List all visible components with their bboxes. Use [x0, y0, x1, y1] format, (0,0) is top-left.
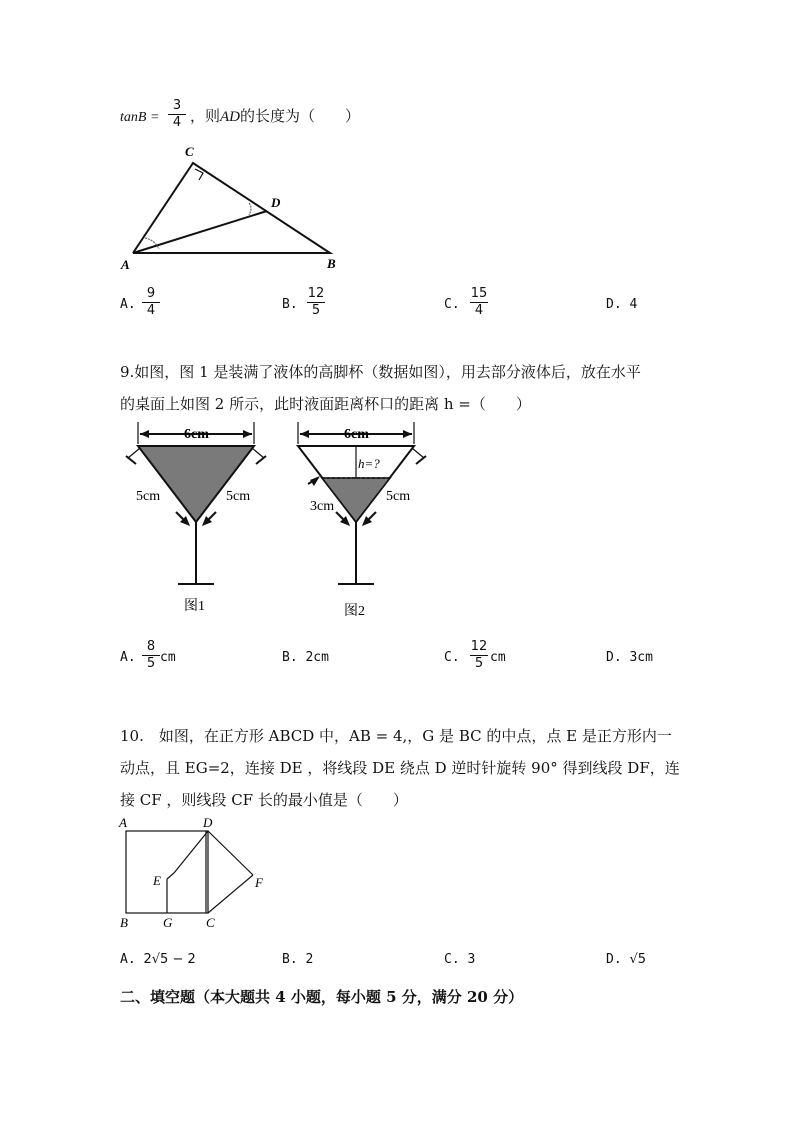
q9-option-c[interactable]: C. [444, 650, 460, 665]
q10-option-a[interactable]: A. 2√5 − 2 [120, 952, 196, 967]
fig2-right-label: 5cm [386, 489, 411, 504]
sq-label-C: C [206, 915, 215, 930]
q8-stem-tail: ，则AD的长度为（ ） [190, 107, 361, 125]
q9-option-c-unit: cm [490, 650, 506, 665]
q9-stem-line1: 9.如图，图 1 是装满了液体的高脚杯（数据如图），用去部分液体后，放在水平 [120, 363, 641, 381]
fig2-top-label: 6cm [344, 427, 369, 442]
section-2-heading: 二、填空题（本大题共 4 小题，每小题 5 分，满分 20 分） [120, 988, 524, 1006]
tan-fraction: 3 4 [166, 98, 188, 131]
q8-option-c[interactable]: C. [444, 297, 460, 312]
triangle-figure [115, 140, 355, 275]
fig2-caption: 图2 [344, 604, 365, 619]
q10-stem-line1: 10. 如图，在正方形 ABCD 中，AB = 4,，G 是 BC 的中点，点 E 是正方形内一 [120, 727, 672, 745]
q9-option-d[interactable]: D. 3cm [606, 650, 653, 665]
sq-label-G: G [163, 915, 173, 930]
q9-option-a[interactable]: A. [120, 650, 136, 665]
fig2-h-label: h=? [358, 456, 380, 471]
sq-label-F: F [255, 875, 263, 890]
sq-label-E: E [153, 873, 161, 888]
sq-label-D: D [203, 815, 213, 830]
q10-stem-line2: 动点，且 EG=2，连接 DE ，将线段 DE 绕点 D 逆时针旋转 90° 得到线段 DF，连 [120, 759, 680, 777]
sq-label-A: A [119, 815, 127, 830]
goblet-figures [118, 420, 438, 625]
goblet-2 [298, 422, 426, 619]
fig2-left-label: 3cm [310, 499, 335, 514]
q8-option-d[interactable]: D. 4 [606, 297, 638, 312]
q9-option-c-frac: 12 5 [470, 639, 488, 671]
q8-option-b[interactable]: B. [282, 297, 298, 312]
fig1-top-label: 6cm [184, 427, 209, 442]
fig1-caption: 图1 [184, 599, 205, 614]
fig1-right-label: 5cm [226, 489, 251, 504]
fig1-left-label: 5cm [136, 489, 161, 504]
square-figure [115, 815, 275, 935]
label-B: B [327, 256, 336, 271]
q9-option-a-frac: 8 5 [140, 639, 162, 672]
tan-label: tanB = [120, 110, 160, 125]
goblet-1 [126, 422, 266, 614]
q10-option-c[interactable]: C. 3 [444, 952, 476, 967]
label-A: A [121, 257, 130, 272]
q10-option-b[interactable]: B. 2 [282, 952, 314, 967]
q8-stem [120, 106, 159, 128]
q8-option-c-frac: 15 4 [470, 286, 488, 318]
q9-stem-line2: 的桌面上如图 2 所示，此时液面距离杯口的距离 h =（ ） [120, 395, 531, 413]
sq-label-B: B [120, 915, 128, 930]
label-D: D [271, 195, 281, 210]
q9-option-b[interactable]: B. 2cm [282, 650, 329, 665]
q8-option-a-frac: 9 4 [140, 286, 162, 319]
label-C: C [185, 144, 194, 159]
q10-stem-line3: 接 CF ，则线段 CF 长的最小值是（ ） [120, 791, 408, 809]
q9-option-a-unit: cm [160, 650, 176, 665]
q8-option-b-frac: 12 5 [307, 286, 325, 318]
q8-option-a[interactable]: A. [120, 297, 136, 312]
q10-option-d[interactable]: D. √5 [606, 952, 647, 967]
